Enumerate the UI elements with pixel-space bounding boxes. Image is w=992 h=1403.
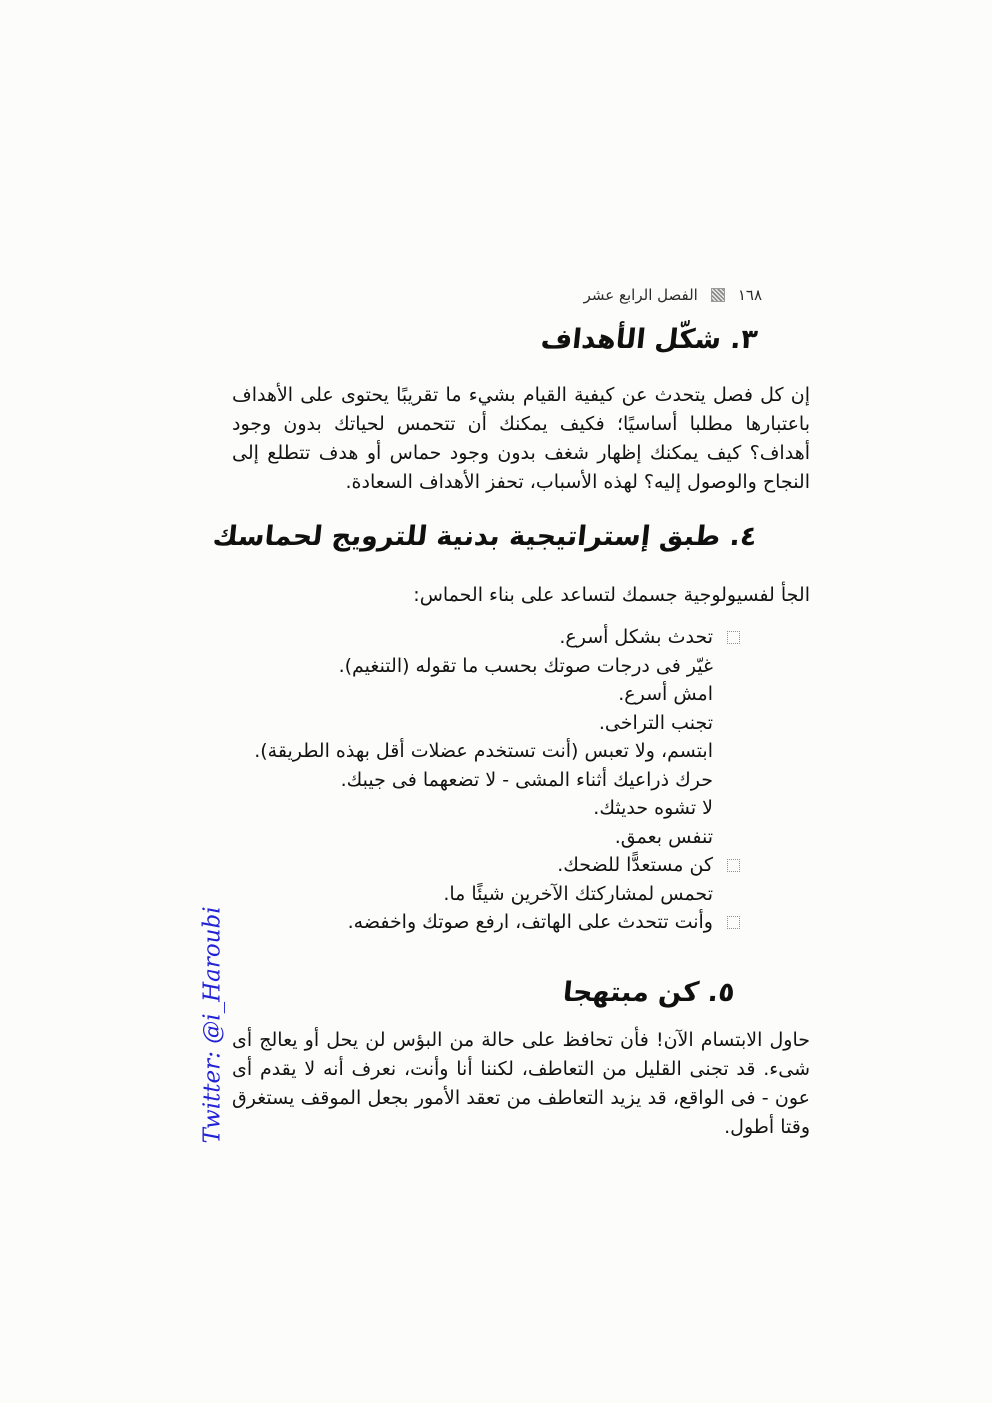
list-item-text: غيّر فى درجات صوتك بحسب ما تقوله (التنغيم).	[338, 654, 713, 677]
list-item-text: تحدث بشكل أسرع.	[559, 626, 713, 648]
list-item	[254, 738, 740, 767]
list-item	[254, 909, 740, 938]
header-ornament-icon	[711, 288, 725, 302]
list-item	[254, 710, 740, 739]
twitter-watermark: Twitter: @i_Haroubi	[199, 906, 226, 1144]
section-4-intro: الجأ لفسيولوجية جسمك لتساعد على بناء الحماس:	[413, 584, 810, 606]
list-item-text: حرك ذراعيك أثناء المشى - لا تضعهما فى جيبك.	[340, 768, 713, 791]
square-bullet-icon	[727, 631, 740, 644]
section-heading-3: ٣. شكّل الأهداف	[538, 324, 759, 355]
list-item-text: تجنب التراخى.	[598, 711, 713, 734]
section-heading-4: ٤. طبق إستراتيجية بدنية للترويج لحماسك	[211, 521, 759, 552]
list-item-text: ابتسم، ولا تعبس (أنت تستخدم عضلات أقل بهذه الطريقة).	[254, 740, 713, 762]
list-item-text: لا تشوه حديثك.	[593, 797, 713, 819]
list-item	[254, 824, 740, 853]
list-item-text: وأنت تتحدث على الهاتف، ارفع صوتك واخفضه.	[347, 911, 713, 933]
list-item-text: تحمس لمشاركتك الآخرين شيئًا ما.	[443, 882, 713, 905]
list-item-text: امش أسرع.	[618, 683, 713, 705]
chapter-title: الفصل الرابع عشر	[583, 286, 698, 304]
list-item	[254, 653, 740, 682]
list-item	[254, 767, 740, 796]
section-5-paragraph: حاول الابتسام الآن! فأن تحافظ على حالة من البؤس لن يحل أو يعالج أى شىء. قد تجنى القليل من التعاطف، لكننا أنا وأنت، نعرف أنه لا يقدم أى عون - فى الواقع، قد يزيد التعاطف من تعقد الأمور بجعل الموقف يستغرق وقتا أطول.	[232, 1029, 810, 1138]
enthusiasm-tip-list	[254, 624, 740, 938]
section-heading-5: ٥. كن مبتهجا	[561, 977, 737, 1008]
list-item	[254, 881, 740, 910]
square-bullet-icon	[727, 859, 740, 872]
square-bullet-icon	[727, 916, 740, 929]
list-item-text: تنفس بعمق.	[614, 825, 713, 848]
page-number: ١٦٨	[737, 286, 762, 304]
list-item-text: كن مستعدًّا للضحك.	[557, 854, 713, 876]
list-item	[254, 795, 740, 824]
list-item	[254, 624, 740, 653]
section-3-paragraph: إن كل فصل يتحدث عن كيفية القيام بشيء ما تقريبًا يحتوى على الأهداف باعتبارها مطلبا أساسيًا؛ فكيف يمكنك أن تتحمس لحياتك بدون وجود أهداف؟ كيف يمكنك إظهار شغف بدون وجود حماس أو هدف تتطلع إلى النجاح والوصول إليه؟ لهذه الأسباب، تحفز الأهداف السعادة.	[232, 384, 810, 493]
running-header	[584, 286, 762, 304]
list-item	[254, 852, 740, 881]
list-item	[254, 681, 740, 710]
